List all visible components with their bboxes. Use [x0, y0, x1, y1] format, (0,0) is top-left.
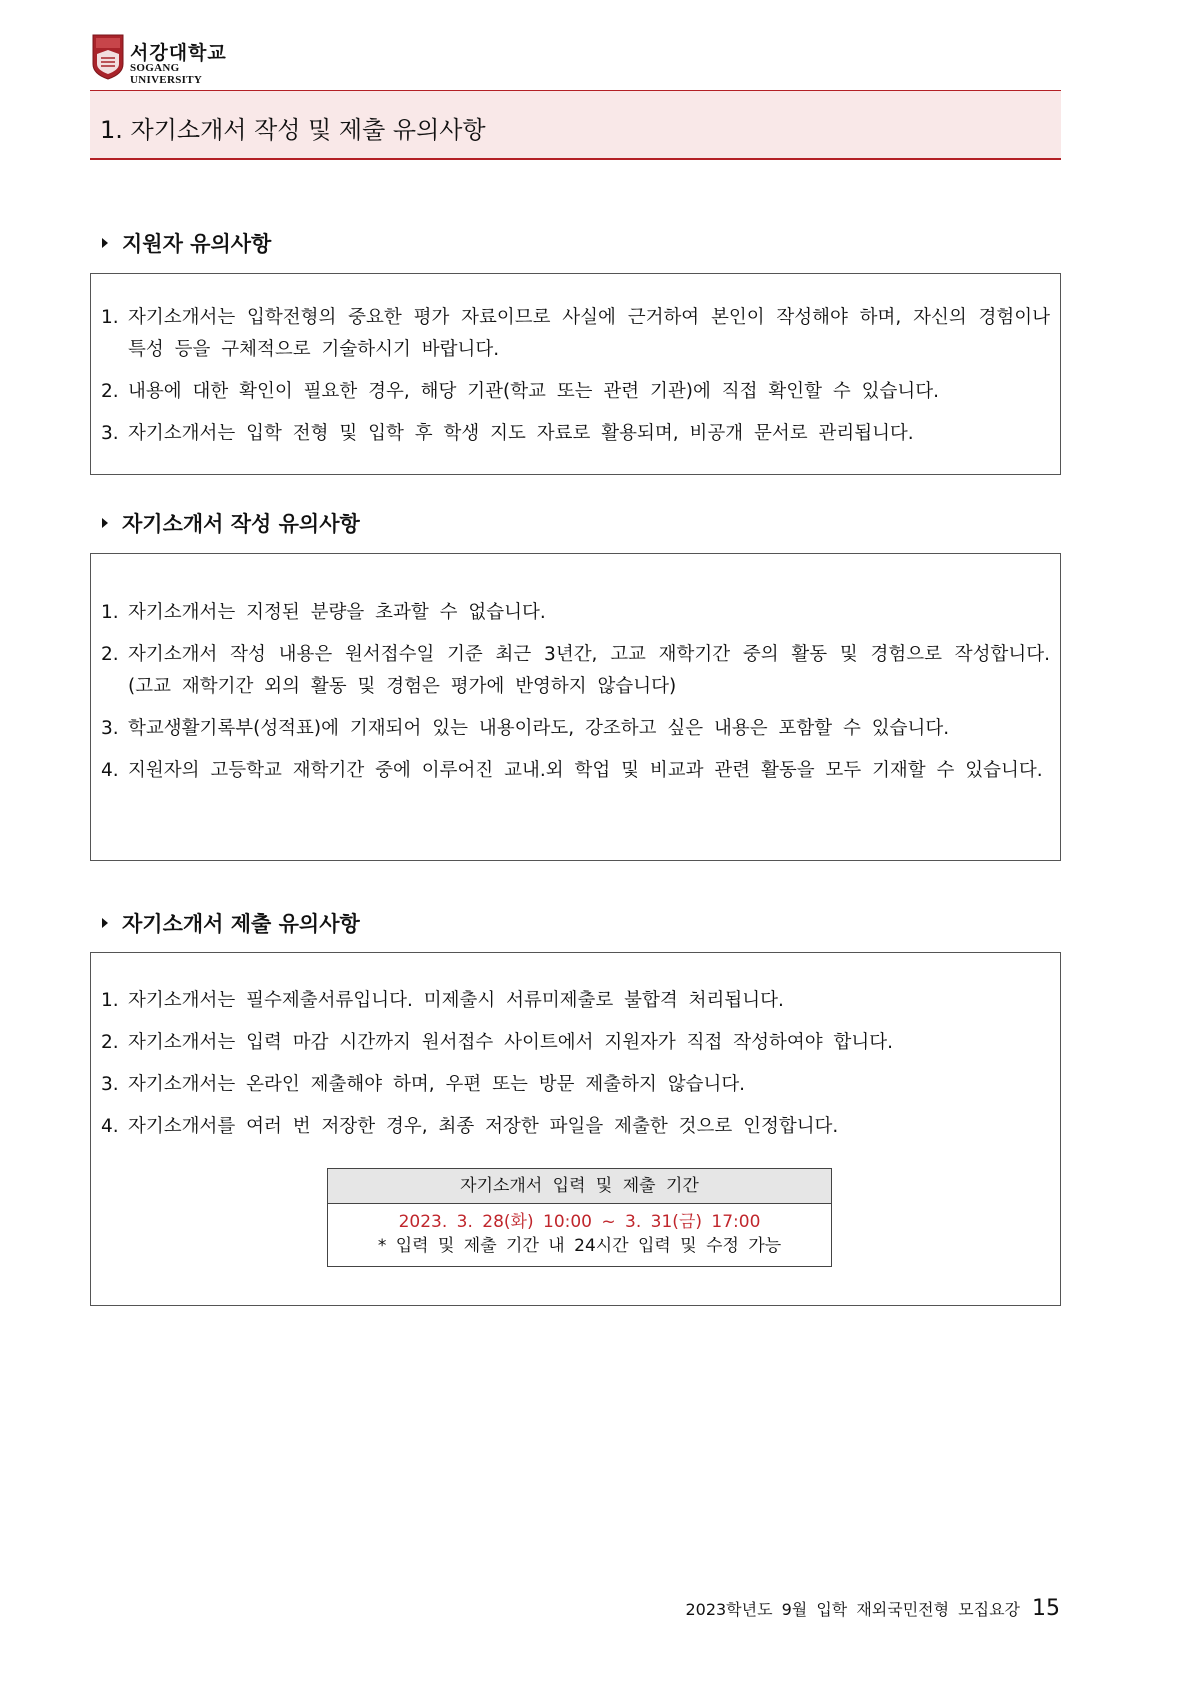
list-item: [91, 985, 1060, 1017]
section-heading-text: 자기소개서 작성 유의사항: [122, 512, 360, 536]
item-text: 내용에 대한 확인이 필요한 경우, 해당 기관(학교 또는 관련 기관)에 직접 확인할 수 있습니다.: [128, 381, 940, 402]
list-item: [91, 376, 1060, 408]
item-number: 2.: [101, 644, 119, 665]
page-footer: [685, 1596, 1060, 1621]
period-note: * 입력 및 제출 기간 내 24시간 입력 및 수정 가능: [377, 1236, 782, 1256]
item-text: 지원자의 고등학교 재학기간 중에 이루어진 교내.외 학업 및 비교과 관련 활동을 모두 기재할 수 있습니다.: [128, 760, 1043, 781]
writing-notes-list: [91, 597, 1060, 787]
period-table-header: 자기소개서 입력 및 제출 기간: [328, 1169, 831, 1204]
page-title: 1. 자기소개서 작성 및 제출 유의사항: [100, 116, 486, 144]
list-item: [91, 597, 1060, 629]
item-number: 3.: [101, 1074, 119, 1095]
item-number: 2.: [101, 381, 119, 402]
item-text: 자기소개서는 지정된 분량을 초과할 수 없습니다.: [128, 602, 546, 623]
item-text: 자기소개서는 입학전형의 중요한 평가 자료이므로 사실에 근거하여 본인이 작성해야 하며, 자신의 경험이나 특성 등을 구체적으로 기술하시기 바랍니다.: [128, 307, 1050, 360]
item-number: 3.: [101, 718, 119, 739]
item-number: 1.: [101, 602, 119, 623]
page-number: 15: [1032, 1596, 1060, 1621]
page-title-bar: [90, 90, 1061, 160]
item-number: 2.: [101, 1032, 119, 1053]
period-table-body: [328, 1204, 831, 1266]
section-heading-submission: [102, 908, 360, 938]
item-text: 자기소개서는 입학 전형 및 입학 후 학생 지도 자료로 활용되며, 비공개 문서로 관리됩니다.: [128, 423, 914, 444]
item-text: 자기소개서는 입력 마감 시간까지 원서접수 사이트에서 지원자가 직접 작성하여야 합니다.: [128, 1032, 894, 1053]
list-item: [91, 302, 1060, 366]
section-heading-applicant: [102, 228, 271, 258]
item-text: 학교생활기록부(성적표)에 기재되어 있는 내용이라도, 강조하고 싶은 내용은 포함할 수 있습니다.: [128, 718, 950, 739]
item-number: 1.: [101, 307, 119, 328]
triangle-bullet-icon: [102, 238, 108, 248]
item-number: 4.: [101, 1116, 119, 1137]
list-item: [91, 418, 1060, 450]
submission-notes-list: [91, 985, 1060, 1143]
submission-period-table: [327, 1168, 832, 1267]
footer-title: 2023학년도 9월 입학 재외국민전형 모집요강: [685, 1600, 1020, 1619]
sogang-logo: [92, 34, 242, 86]
item-text: 자기소개서를 여러 번 저장한 경우, 최종 저장한 파일을 제출한 것으로 인정합니다.: [128, 1116, 839, 1137]
submission-notes-box: [90, 952, 1061, 1306]
logo-name-english: SOGANG UNIVERSITY: [130, 62, 203, 86]
list-item: [91, 639, 1060, 703]
item-number: 1.: [101, 990, 119, 1011]
list-item: [91, 713, 1060, 745]
applicant-notes-list: [91, 302, 1060, 450]
list-item: [91, 1069, 1060, 1101]
period-dates: 2023. 3. 28(화) 10:00 ~ 3. 31(금) 17:00: [398, 1212, 761, 1232]
list-item: [91, 755, 1060, 787]
item-number: 4.: [101, 760, 119, 781]
writing-notes-box: [90, 553, 1061, 861]
list-item: [91, 1111, 1060, 1143]
section-heading-text: 자기소개서 제출 유의사항: [122, 912, 360, 936]
university-shield-icon: [92, 34, 124, 80]
section-heading-text: 지원자 유의사항: [122, 232, 272, 256]
logo-name-korean: 서강대학교: [130, 42, 227, 64]
item-text: 자기소개서 작성 내용은 원서접수일 기준 최근 3년간, 고교 재학기간 중의 활동 및 경험으로 작성합니다.(고교 재학기간 외의 활동 및 경험은 평가에 반영하지 않습니다): [128, 644, 1050, 697]
list-item: [91, 1027, 1060, 1059]
triangle-bullet-icon: [102, 518, 108, 528]
section-heading-writing: [102, 508, 360, 538]
triangle-bullet-icon: [102, 918, 108, 928]
item-text: 자기소개서는 필수제출서류입니다. 미제출시 서류미제출로 불합격 처리됩니다.: [128, 990, 784, 1011]
item-number: 3.: [101, 423, 119, 444]
item-text: 자기소개서는 온라인 제출해야 하며, 우편 또는 방문 제출하지 않습니다.: [128, 1074, 746, 1095]
applicant-notes-box: [90, 273, 1061, 475]
